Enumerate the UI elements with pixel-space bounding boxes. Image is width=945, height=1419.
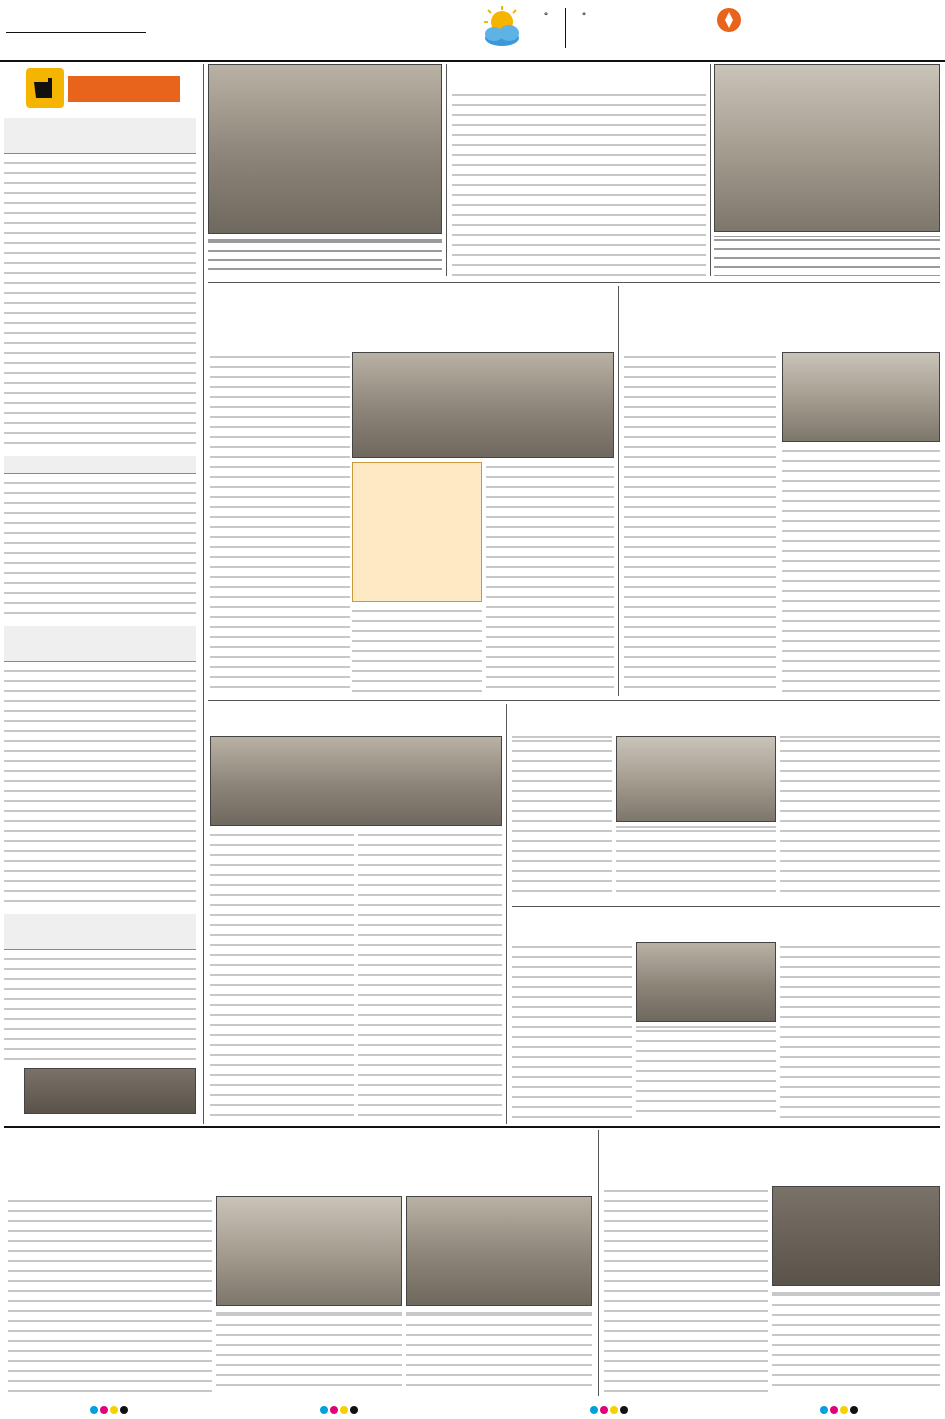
registration-dot-black xyxy=(850,1406,858,1414)
sidebar-story-3-headline xyxy=(4,626,196,662)
development-boxout-body xyxy=(359,503,477,597)
registration-dot-cyan xyxy=(90,1406,98,1414)
brand-block xyxy=(715,2,940,58)
weather-min xyxy=(568,6,600,54)
talent-fest-body xyxy=(8,1196,212,1392)
registration-dot-magenta xyxy=(100,1406,108,1414)
development-kicker xyxy=(210,286,610,308)
masthead-date-block xyxy=(6,4,196,58)
bar-license-photo xyxy=(772,1186,940,1286)
top-right-caption xyxy=(714,236,940,276)
brand-name xyxy=(745,4,930,32)
registration-dot-magenta xyxy=(830,1406,838,1414)
bar-license-headline xyxy=(604,1152,940,1182)
talent-fest-photo-1 xyxy=(216,1196,402,1306)
top-left-caption xyxy=(208,238,442,276)
sidebar-story-4-body xyxy=(4,954,196,1064)
sidebar-story-2-body xyxy=(4,478,196,618)
sidebar-story-1-body xyxy=(4,158,196,448)
registration-dot-black xyxy=(620,1406,628,1414)
development-photo xyxy=(352,352,614,458)
sidebar-story-1-headline xyxy=(4,118,196,154)
kannada-books-photo xyxy=(782,352,940,442)
drug-abuse-headline xyxy=(512,704,940,732)
top-right-photo xyxy=(714,64,940,232)
sidebar-story-4-photo xyxy=(24,1068,196,1114)
registration-dot-cyan xyxy=(590,1406,598,1414)
registration-dot-yellow xyxy=(340,1406,348,1414)
pointing-hand-icon xyxy=(26,68,64,108)
disabled-opportunity-body xyxy=(210,830,354,1120)
sidebar-story-4-headline xyxy=(4,914,196,950)
registration-dot-black xyxy=(120,1406,128,1414)
sidebar-story-3-body xyxy=(4,666,196,906)
kirusuddi-badge xyxy=(26,68,184,108)
registration-dot-cyan xyxy=(820,1406,828,1414)
sidebar xyxy=(4,64,200,1116)
forest-dept-body xyxy=(512,942,632,1120)
talent-fest-photo-2 xyxy=(406,1196,592,1306)
page-number xyxy=(715,38,755,58)
top-left-photo xyxy=(208,64,442,234)
drug-abuse-photo xyxy=(616,736,776,822)
top-center-headline xyxy=(452,64,706,86)
weather-icon xyxy=(480,6,524,48)
brand-logo-icon xyxy=(717,8,741,32)
top-center-body xyxy=(452,90,706,276)
registration-dot-yellow xyxy=(110,1406,118,1414)
kannada-books-body xyxy=(624,352,776,692)
bar-license-kicker xyxy=(604,1130,940,1150)
talent-fest-headline xyxy=(8,1152,592,1192)
brand-tagline xyxy=(805,32,935,42)
registration-dot-magenta xyxy=(600,1406,608,1414)
weather-max-unit: ° xyxy=(543,12,549,22)
registration-dot-yellow xyxy=(840,1406,848,1414)
development-boxout xyxy=(352,462,482,602)
masthead xyxy=(0,0,945,62)
registration-dot-yellow xyxy=(610,1406,618,1414)
forest-dept-headline xyxy=(512,910,940,938)
registration-dot-magenta xyxy=(330,1406,338,1414)
registration-dot-cyan xyxy=(320,1406,328,1414)
weather-min-unit: ° xyxy=(581,12,587,22)
drug-abuse-body xyxy=(512,736,612,900)
bar-license-body xyxy=(604,1186,768,1392)
weather-max xyxy=(530,6,562,54)
development-headline xyxy=(210,310,610,348)
print-registration-marks xyxy=(0,1400,945,1419)
disabled-opportunity-headline xyxy=(210,704,502,732)
forest-dept-photo xyxy=(636,942,776,1022)
development-boxout-title xyxy=(359,467,477,499)
disabled-opportunity-photo xyxy=(210,736,502,826)
kannada-books-headline xyxy=(624,286,940,348)
talent-fest-kicker xyxy=(8,1130,592,1150)
registration-dot-black xyxy=(350,1406,358,1414)
development-body xyxy=(210,352,350,692)
sidebar-story-2-headline xyxy=(4,456,196,474)
kirusuddi-label xyxy=(68,76,180,102)
